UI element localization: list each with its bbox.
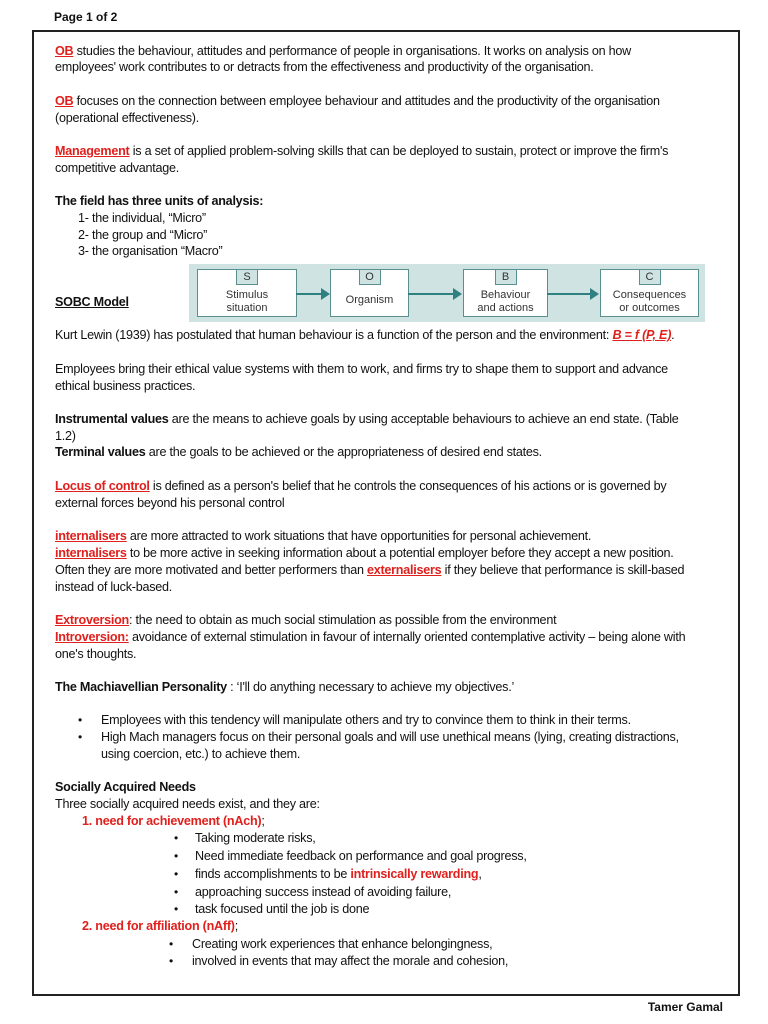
text-line <box>192 936 492 952</box>
sobc-letter: S <box>236 269 258 285</box>
key-term: Introversion: <box>55 630 129 644</box>
body-text: to be more active in seeking information about a potential employer before they accept a new position. <box>126 546 674 560</box>
body-text: 1- the individual, “Micro” <box>78 211 206 225</box>
text-line <box>55 43 631 59</box>
bullet-icon: • <box>174 902 179 916</box>
body-text: Creating work experiences that enhance belongingness, <box>192 937 493 951</box>
sobc-label: Consequences <box>612 289 687 301</box>
sobc-label: Organism <box>345 294 394 306</box>
body-text: Employees bring their ethical value systems with them to work, and firms try to shape them to support and advance <box>55 362 668 376</box>
body-text: , <box>478 867 482 881</box>
text-line <box>55 444 542 460</box>
text-line <box>55 495 284 511</box>
body-text: competitive advantage. <box>55 161 180 175</box>
text-line <box>55 193 263 209</box>
body-text: are the means to achieve goals by using acceptable behaviours to achieve an end state. (Table <box>168 412 679 426</box>
body-text: are more attracted to work situations that have opportunities for personal achievement. <box>126 529 592 543</box>
emphasis-text: Terminal values <box>55 445 146 459</box>
body-text: : ‘I'll do anything necessary to achieve my objectives.’ <box>226 680 514 694</box>
text-line <box>55 528 591 544</box>
body-text: . <box>671 328 675 342</box>
text-line <box>55 629 685 645</box>
bullet-icon: • <box>78 713 83 727</box>
text-line <box>55 160 179 176</box>
key-term: Management <box>55 144 130 158</box>
body-text: Kurt Lewin (1939) has postulated that human behaviour is a function of the person and the environment: <box>55 328 613 342</box>
key-term: internalisers <box>55 546 127 560</box>
sobc-label: or outcomes <box>619 302 680 314</box>
arrow-icon <box>547 293 597 295</box>
body-text: Often they are more motivated and better performers than <box>55 563 367 577</box>
body-text: finds accomplishments to be <box>195 867 351 881</box>
key-term: OB <box>55 44 74 58</box>
arrow-icon <box>296 293 328 295</box>
text-line <box>55 143 668 159</box>
sobc-letter: O <box>359 269 381 285</box>
body-text: is a set of applied problem-solving skills that can be deployed to sustain, protect or improve the firm's <box>129 144 669 158</box>
bullet-icon: • <box>174 885 179 899</box>
body-text: focuses on the connection between employee behaviour and attitudes and the productivity of the organisation <box>73 94 660 108</box>
text-line <box>55 545 674 561</box>
text-line <box>55 779 196 795</box>
text-line <box>55 796 320 812</box>
text-line <box>55 411 679 427</box>
key-term: OB <box>55 94 74 108</box>
emphasis-text: 1. need for achievement (nAch) <box>82 814 262 828</box>
sobc-node-consequences <box>600 269 699 317</box>
text-line <box>55 59 594 75</box>
body-text: task focused until the job is done <box>195 902 370 916</box>
page-number-label: Page 1 of 2 <box>54 10 118 24</box>
key-term: Extroversion <box>55 613 129 627</box>
body-text: involved in events that may affect the morale and cohesion, <box>192 954 509 968</box>
key-term: externalisers <box>366 563 442 577</box>
text-line <box>78 243 222 259</box>
text-line <box>82 918 238 934</box>
sobc-letter: B <box>495 269 517 285</box>
bullet-icon: • <box>169 937 174 951</box>
body-text: using coercion, etc.) to achieve them. <box>101 747 301 761</box>
body-text: 2- the group and “Micro” <box>78 228 208 242</box>
body-text: (operational effectiveness). <box>55 111 199 125</box>
text-line <box>195 830 316 846</box>
emphasis-text: The field has three units of analysis: <box>55 194 264 208</box>
text-line <box>192 953 508 969</box>
body-text: ; <box>261 814 265 828</box>
body-text: approaching success instead of avoiding failure, <box>195 885 452 899</box>
body-text: : the need to obtain as much social stimulation as possible from the environment <box>129 613 557 627</box>
text-line <box>55 428 76 444</box>
text-line <box>55 579 172 595</box>
key-term: Locus of control <box>55 479 150 493</box>
emphasis-text: The Machiavellian Personality <box>55 680 227 694</box>
text-line <box>55 562 684 578</box>
text-line <box>55 679 514 695</box>
bullet-icon: • <box>174 831 179 845</box>
text-line <box>101 746 300 762</box>
body-text: external forces beyond his personal control <box>55 496 285 510</box>
text-line <box>55 646 136 662</box>
emphasis-text: intrinsically rewarding <box>350 867 479 881</box>
body-text: instead of luck-based. <box>55 580 173 594</box>
body-text: employees' work contributes to or detracts from the effectiveness and productivity of the organisation. <box>55 60 594 74</box>
sobc-label: and actions <box>477 302 534 314</box>
sobc-node-behaviour <box>463 269 548 317</box>
body-text: avoidance of external stimulation in favour of internally oriented contemplative activity – being alone with <box>128 630 686 644</box>
text-line <box>78 227 207 243</box>
text-line <box>195 848 527 864</box>
sobc-letter: C <box>639 269 661 285</box>
text-line <box>55 361 668 377</box>
author-footer: Tamer Gamal <box>647 1000 723 1014</box>
body-text: ethical business practices. <box>55 379 196 393</box>
text-line <box>195 901 369 917</box>
text-line <box>82 813 265 829</box>
text-line <box>101 729 679 745</box>
sobc-node-organism <box>330 269 409 317</box>
bullet-icon: • <box>174 849 179 863</box>
text-line <box>78 210 206 226</box>
body-text: if they believe that performance is skill-based <box>441 563 685 577</box>
text-line <box>55 478 666 494</box>
text-line <box>55 378 195 394</box>
body-text: ; <box>234 919 238 933</box>
bullet-icon: • <box>169 954 174 968</box>
emphasis-text: Socially Acquired Needs <box>55 780 196 794</box>
arrow-icon <box>408 293 460 295</box>
text-line <box>195 884 451 900</box>
emphasis-text: Instrumental values <box>55 412 169 426</box>
text-line <box>55 110 199 126</box>
body-text: Need immediate feedback on performance and goal progress, <box>195 849 527 863</box>
bullet-icon: • <box>78 730 83 744</box>
bullet-icon: • <box>174 867 179 881</box>
key-term: internalisers <box>55 529 127 543</box>
emphasis-text: SOBC Model <box>55 295 129 309</box>
text-line <box>101 712 631 728</box>
text-line <box>55 93 660 109</box>
body-text: Employees with this tendency will manipulate others and try to convince them to think in their terms. <box>101 713 631 727</box>
sobc-label: situation <box>226 302 268 314</box>
body-text: 1.2) <box>55 429 76 443</box>
text-line <box>55 294 129 310</box>
sobc-diagram <box>189 264 705 322</box>
sobc-label: Stimulus <box>225 289 269 301</box>
body-text: is defined as a person's belief that he controls the consequences of his actions or is governed by <box>149 479 667 493</box>
body-text: Three socially acquired needs exist, and they are: <box>55 797 320 811</box>
body-text: 3- the organisation “Macro” <box>78 244 223 258</box>
body-text: studies the behaviour, attitudes and performance of people in organisations. It works on analysis on how <box>73 44 632 58</box>
emphasis-text: 2. need for affiliation (nAff) <box>82 919 235 933</box>
text-line <box>195 866 482 882</box>
key-term: B = f (P, E) <box>612 328 672 342</box>
body-text: Taking moderate risks, <box>195 831 316 845</box>
text-line <box>55 327 674 343</box>
sobc-node-stimulus <box>197 269 297 317</box>
text-line <box>55 612 556 628</box>
body-text: High Mach managers focus on their personal goals and will use unethical means (lying, creating distractions, <box>101 730 679 744</box>
body-text: one's thoughts. <box>55 647 137 661</box>
body-text: are the goals to be achieved or the appropriateness of desired end states. <box>145 445 542 459</box>
sobc-label: Behaviour <box>480 289 531 301</box>
